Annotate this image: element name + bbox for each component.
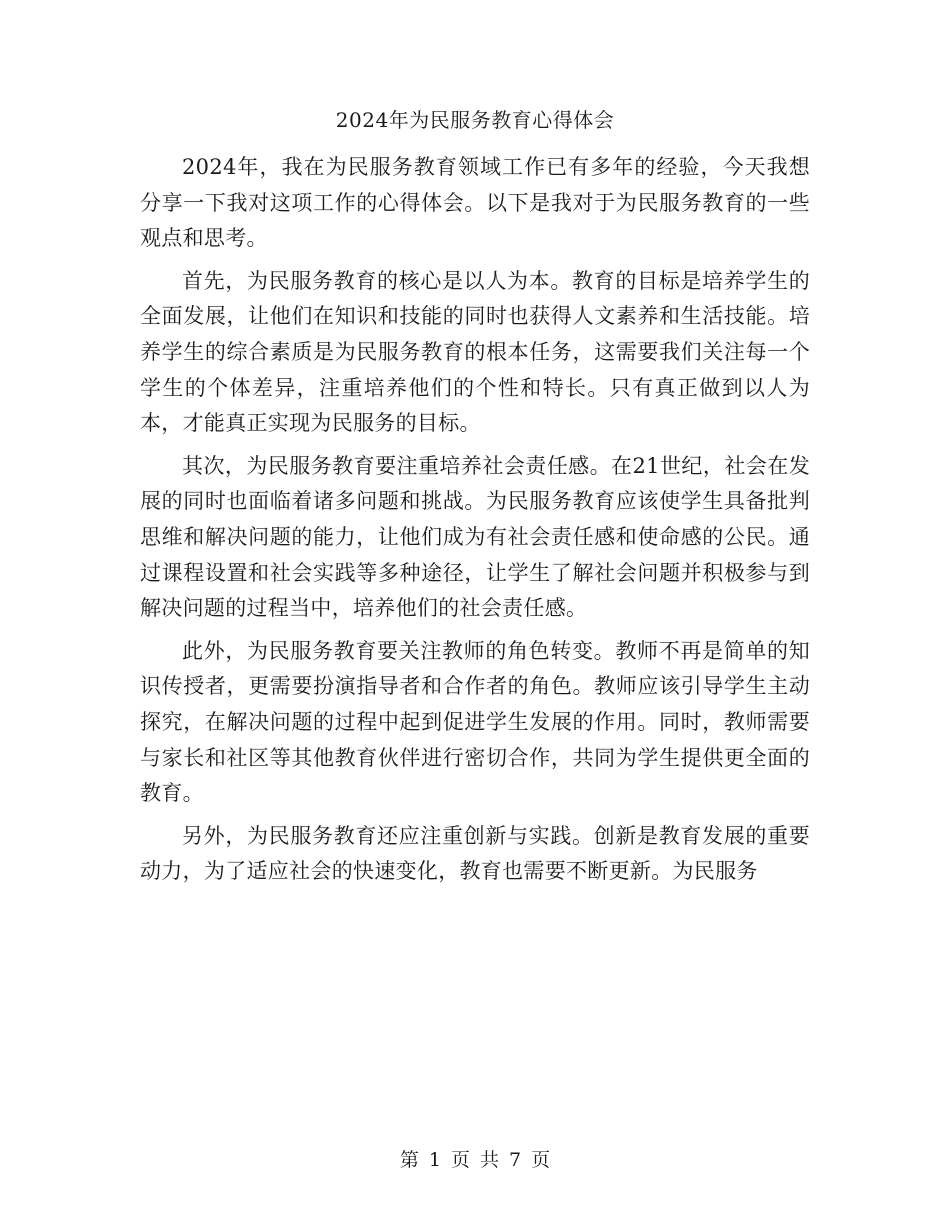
paragraph-3: 其次，为民服务教育要注重培养社会责任感。在21世纪，社会在发展的同时也面临着诸多问题和挑战。为民服务教育应该使学生具备批判思维和解决问题的能力，让他们成为有社会责任感和使命感的公民。通过课程设置和社会实践等多种途径，让学生了解社会问题并积极参与到解决问题的过程当中，培养他们的社会责任感。 xyxy=(140,453,810,621)
document-body xyxy=(140,150,810,897)
paragraph-4: 此外，为民服务教育要关注教师的角色转变。教师不再是简单的知识传授者，更需要扮演指导者和合作者的角色。教师应该引导学生主动探究，在解决问题的过程中起到促进学生发展的作用。同时，教师需要与家长和社区等其他教育伙伴进行密切合作，共同为学生提供更全面的教育。 xyxy=(140,638,810,806)
document-title: 2024年为民服务教育心得体会 xyxy=(335,108,615,132)
paragraph-5: 另外，为民服务教育还应注重创新与实践。创新是教育发展的重要动力，为了适应社会的快速变化，教育也需要不断更新。为民服务 xyxy=(140,823,810,884)
paragraph-1: 2024年，我在为民服务教育领域工作已有多年的经验，今天我想分享一下我对这项工作的心得体会。以下是我对于为民服务教育的一些观点和思考。 xyxy=(140,155,810,251)
paragraph-2: 首先，为民服务教育的核心是以人为本。教育的目标是培养学生的全面发展，让他们在知识和技能的同时也获得人文素养和生活技能。培养学生的综合素质是为民服务教育的根本任务，这需要我们关注每一个学生的个体差异，注重培养他们的个性和特长。只有真正做到以人为本，才能真正实现为民服务的目标。 xyxy=(140,268,810,436)
page-number-footer: 第 1 页 共 7 页 xyxy=(399,1149,551,1171)
